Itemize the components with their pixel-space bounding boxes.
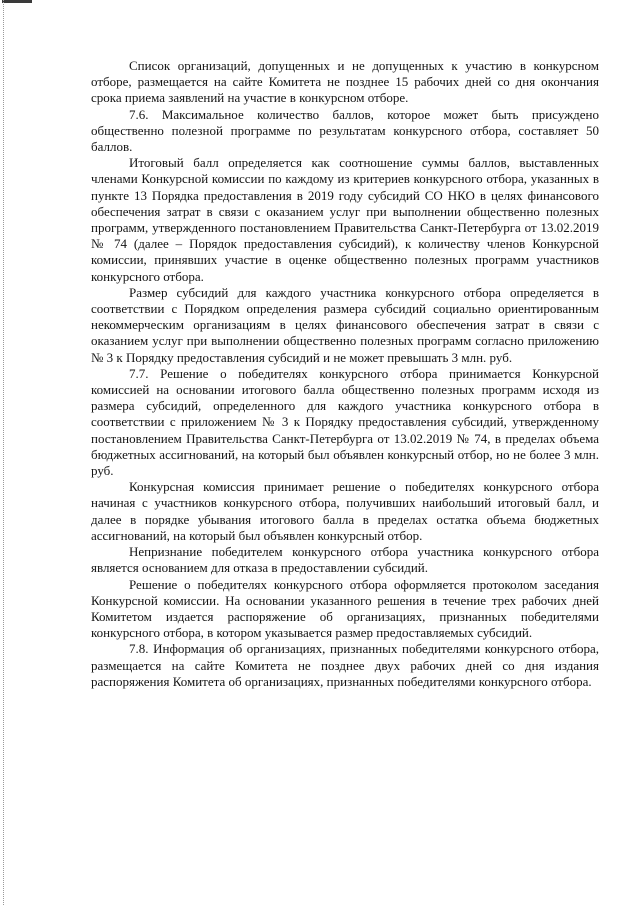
paragraph-protocol: Решение о победителях конкурсного отбора оформляется протоколом заседания Конкурсной комиссии. На основании указанного решения в течение трех рабочих дней Комитетом издается распоряжение об организациях, признанных победителями конкурсного отбора, в котором указывается размер предоставляемых субсидий. — [91, 576, 599, 641]
paragraph-7-7-winners-decision: 7.7. Решение о победителях конкурсного отбора принимается Конкурсной комиссией на основании итогового балла общественно полезных программ исходя из размера субсидий, определенного для каждого участника конкурсного отбора в соответствии с приложением № 3 к Порядку предоставления субсидий, утвержденному постановлением Правительства Санкт-Петербурга от 13.02.2019 № 74, в пределах объема бюджетных ассигнований, на который был объявлен конкурсный отбор, но не более 3 млн. руб. — [91, 365, 599, 479]
paragraph-subsidy-amount: Размер субсидий для каждого участника конкурсного отбора определяется в соответствии с Порядком определения размера субсидий социально ориентированным некоммерческим организациям в целях финансового обеспечения затрат в связи с оказанием услуг при выполнении общественно полезных программ согласно приложению № 3 к Порядку предоставления субсидий и не может превышать 3 млн. руб. — [91, 284, 599, 365]
paragraph-winners-order: Конкурсная комиссия принимает решение о победителях конкурсного отбора начиная с участников конкурсного отбора, получивших наибольший итоговый балл, и далее в порядке убывания итогового балла в пределах остатка объема бюджетных ассигнований, на который был объявлен конкурсный отбор. — [91, 479, 599, 543]
paragraph-7-6-max-score: 7.6. Максимальное количество баллов, которое может быть присуждено общественно полезной программе по результатам конкурсного отбора, составляет 50 баллов. — [91, 106, 599, 155]
paragraph-7-8-publication: 7.8. Информация об организациях, признанных победителями конкурсного отбора, размещается на сайте Комитета не позднее двух рабочих дней со дня издания распоряжения Комитета об организациях, признанных победителями конкурсного отбора. — [91, 641, 599, 689]
paragraph-non-recognition: Непризнание победителем конкурсного отбора участника конкурсного отбора является основанием для отказа в предоставлении субсидий. — [91, 544, 599, 576]
paragraph-list-of-organizations: Список организаций, допущенных и не допущенных к участию в конкурсном отборе, размещается на сайте Комитета не позднее 15 рабочих дней со дня окончания срока приема заявлений на участие в конкурсном отборе. — [91, 58, 599, 106]
paragraph-final-score: Итоговый балл определяется как соотношение суммы баллов, выставленных членами Конкурсной комиссии по каждому из критериев конкурсного отбора, указанных в пункте 13 Порядка предоставления в 2019 году субсидий СО НКО в целях финансового обеспечения затрат в связи с оказанием услуг при выполнении общественно полезных программ, утвержденного постановлением Правительства Санкт-Петербурга от 13.02.2019 № 74 (далее – Порядок предоставления субсидий), к количеству членов Конкурсной комиссии, принявших участие в оценке общественно полезных программ участников конкурсного отбора. — [91, 155, 599, 284]
document-body — [91, 58, 599, 690]
binding-edge — [3, 0, 4, 905]
scan-mark — [2, 0, 32, 3]
